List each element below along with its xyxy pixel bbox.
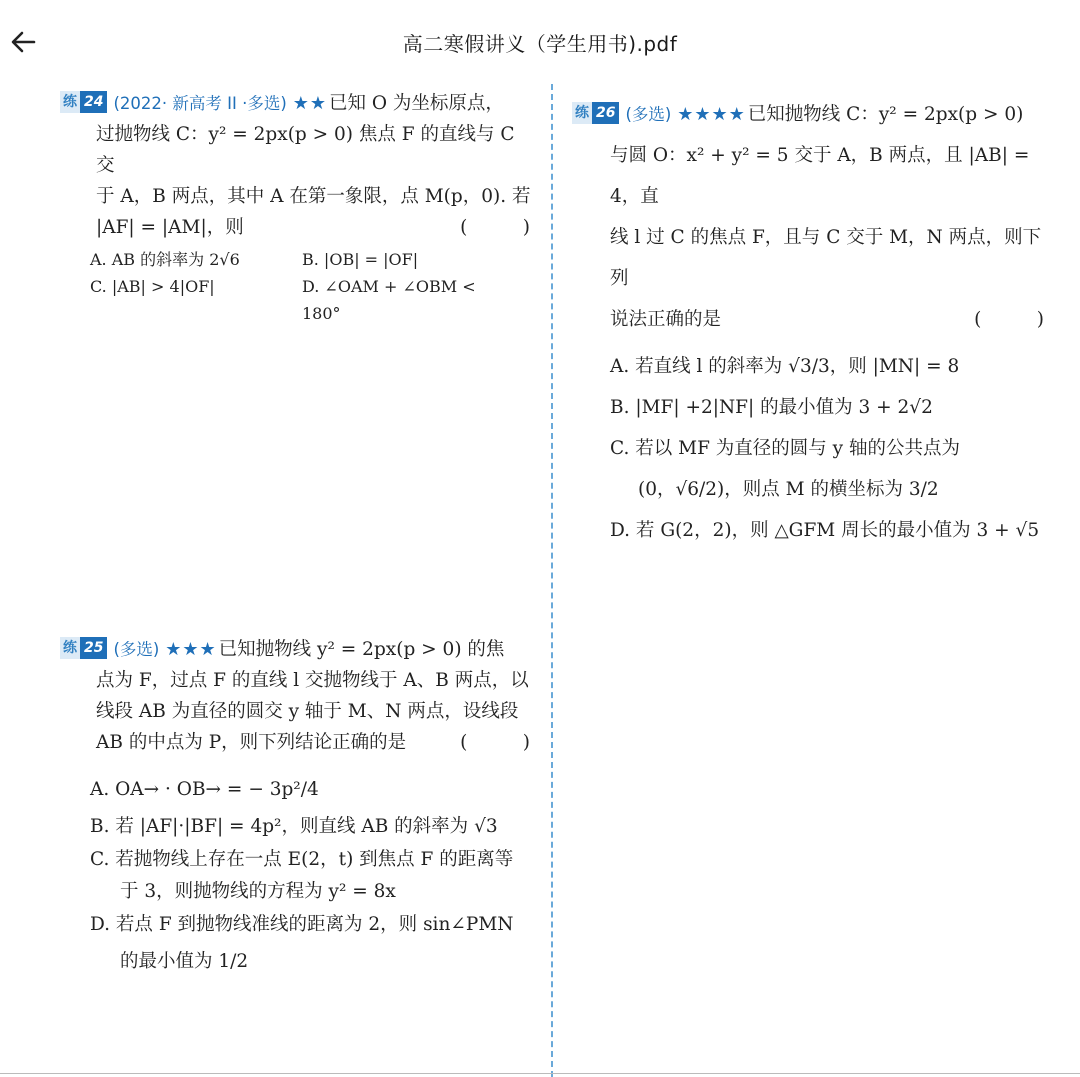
problem-text: 与圆 O：x² + y² = 5 交于 A，B 两点，且 |AB| = 4，直 xyxy=(610,145,1030,207)
problem-text: 已知抛物线 C：y² = 2px(p > 0) xyxy=(747,104,1024,125)
problem-tag: (多选) xyxy=(113,640,160,659)
answer-bracket: ( ) xyxy=(974,309,1044,330)
problem-text: 已知 O 为坐标原点， xyxy=(328,93,504,114)
difficulty-stars: ★★★ xyxy=(165,639,217,660)
option-c: C. |AB| > 4|OF| xyxy=(90,277,215,296)
options xyxy=(60,246,538,327)
problem-text: 线 l 过 C 的焦点 F，且与 C 交于 M，N 两点，则下列 xyxy=(610,227,1042,289)
option-c: C. 若抛物线上存在一点 E(2，t) 到焦点 F 的距离等 xyxy=(90,849,514,870)
option-a: A. AB 的斜率为 2√6 xyxy=(90,250,240,269)
option-a: A. OA→ · OB→ = − 3p²/4 xyxy=(90,779,319,800)
problem-26-header xyxy=(572,94,1052,135)
problem-25 xyxy=(60,634,538,982)
page-bottom-border xyxy=(0,1073,1080,1074)
top-bar xyxy=(0,0,1080,86)
option-b: B. |MF| +2|NF| 的最小值为 3 + 2√2 xyxy=(610,397,933,418)
problem-26 xyxy=(572,94,1052,551)
problem-text: 过抛物线 C：y² = 2px(p > 0) 焦点 F 的直线与 C 交 xyxy=(96,124,515,176)
option-b: B. 若 |AF|·|BF| = 4p²，则直线 AB 的斜率为 √3 xyxy=(90,816,498,837)
problem-number-badge: 练 26 xyxy=(572,102,619,124)
document-title: 高二寒假讲义（学生用书).pdf xyxy=(402,32,678,56)
problem-25-header xyxy=(60,634,538,665)
option-d: D. ∠OAM + ∠OBM < 180° xyxy=(302,277,476,323)
problem-text: 于 A，B 两点，其中 A 在第一象限，点 M(p，0). 若 xyxy=(96,186,531,207)
problem-text: 线段 AB 为直径的圆交 y 轴于 M、N 两点，设线段 xyxy=(96,701,519,722)
problem-text-last: |AF| = |AM|，则 ( ) xyxy=(60,212,538,243)
answer-bracket: ( ) xyxy=(460,732,530,753)
option-d-cont: 的最小值为 1/2 xyxy=(120,951,249,972)
problem-text-last: 说法正确的是 ( ) xyxy=(572,299,1052,340)
column-divider xyxy=(551,84,553,1077)
option-c-cont: 于 3，则抛物线的方程为 y² = 8x xyxy=(120,881,396,902)
option-d: D. 若点 F 到抛物线准线的距离为 2，则 sin∠PMN xyxy=(90,914,514,935)
option-c: C. 若以 MF 为直径的圆与 y 轴的公共点为 xyxy=(610,438,961,459)
option-c-cont: (0，√6/2)，则点 M 的横坐标为 3/2 xyxy=(638,479,939,500)
problem-number-badge: 练 25 xyxy=(60,637,107,659)
difficulty-stars: ★★★★ xyxy=(677,104,746,125)
problem-text: 已知抛物线 y² = 2px(p > 0) 的焦 xyxy=(218,639,505,660)
problem-number-badge: 练 24 xyxy=(60,91,107,113)
problem-24 xyxy=(60,88,538,327)
option-a: A. 若直线 l 的斜率为 √3/3，则 |MN| = 8 xyxy=(610,356,960,377)
problem-24-header xyxy=(60,88,538,119)
option-b: B. |OB| = |OF| xyxy=(302,250,419,269)
problem-text: 点为 F，过点 F 的直线 l 交抛物线于 A、B 两点，以 xyxy=(96,670,529,691)
problem-tag: (多选) xyxy=(625,105,672,124)
option-d: D. 若 G(2，2)，则 △GFM 周长的最小值为 3 + √5 xyxy=(610,520,1040,541)
difficulty-stars: ★★ xyxy=(292,93,327,114)
answer-bracket: ( ) xyxy=(460,217,530,238)
problem-tag: (2022· 新高考 II ·多选) xyxy=(113,94,287,113)
problem-text-last: AB 的中点为 P，则下列结论正确的是 ( ) xyxy=(60,727,538,758)
